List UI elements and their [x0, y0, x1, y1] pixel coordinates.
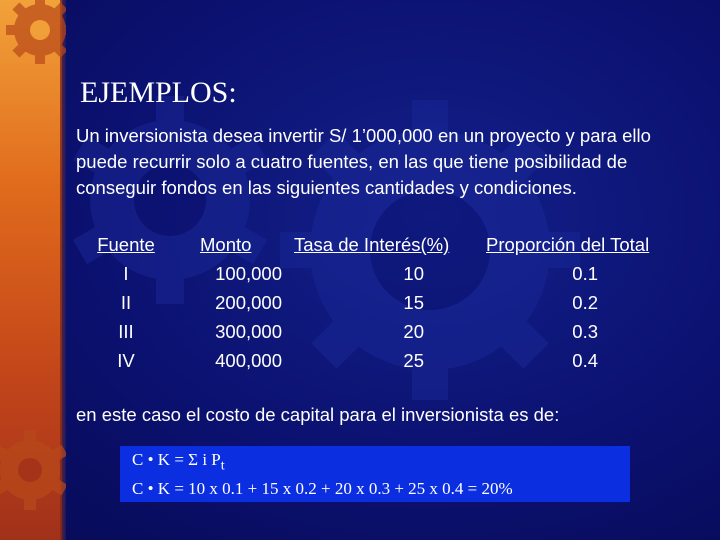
column-monto	[200, 230, 282, 375]
cell-monto: 200,000	[215, 292, 282, 313]
cell-proporcion: 0.4	[572, 350, 598, 371]
conclusion-text: en este caso el costo de capital para el inversionista es de:	[76, 404, 560, 425]
header-monto: Monto	[200, 234, 252, 255]
cell-fuente: III	[118, 321, 134, 342]
cell-tasa: 10	[403, 263, 424, 284]
sigma-symbol: Σ	[188, 450, 199, 469]
formula-rest: i P	[198, 450, 221, 469]
header-tasa: Tasa de Interés(%)	[294, 234, 450, 255]
cell-proporcion: 0.3	[572, 321, 598, 342]
cell-proporcion: 0.1	[572, 263, 598, 284]
cell-monto: 400,000	[215, 350, 282, 371]
column-fuente	[94, 230, 158, 375]
cell-tasa: 20	[403, 321, 424, 342]
formula-prefix: C • K =	[132, 450, 189, 469]
formula-general	[132, 450, 225, 474]
cell-fuente: I	[123, 263, 129, 284]
strip-gears	[0, 0, 66, 540]
formula-subscript: t	[220, 457, 225, 474]
column-tasa	[294, 230, 464, 375]
cell-proporcion: 0.2	[572, 292, 598, 313]
cell-fuente: II	[120, 292, 132, 313]
cell-tasa: 15	[403, 292, 424, 313]
cell-fuente: IV	[117, 350, 135, 371]
cell-monto: 100,000	[215, 263, 282, 284]
slide-title: EJEMPLOS:	[80, 76, 237, 109]
column-proporcion	[486, 230, 666, 375]
cell-tasa: 25	[403, 350, 424, 371]
formula-calculation: C • K = 10 x 0.1 + 15 x 0.2 + 20 x 0.3 + 25 x 0.4 = 20%	[132, 479, 513, 498]
gear-icon	[0, 430, 66, 510]
header-proporcion: Proporción del Total	[486, 234, 650, 255]
header-fuente: Fuente	[97, 234, 155, 255]
cell-monto: 300,000	[215, 321, 282, 342]
intro-paragraph: Un inversionista desea invertir S/ 1’000,000 en un proyecto y para ello puede recurrir solo a cuatro fuentes, en las que tiene posibilidad de conseguir fondos en las siguientes cantidades y condiciones.	[76, 125, 651, 198]
gear-icon	[6, 0, 66, 64]
